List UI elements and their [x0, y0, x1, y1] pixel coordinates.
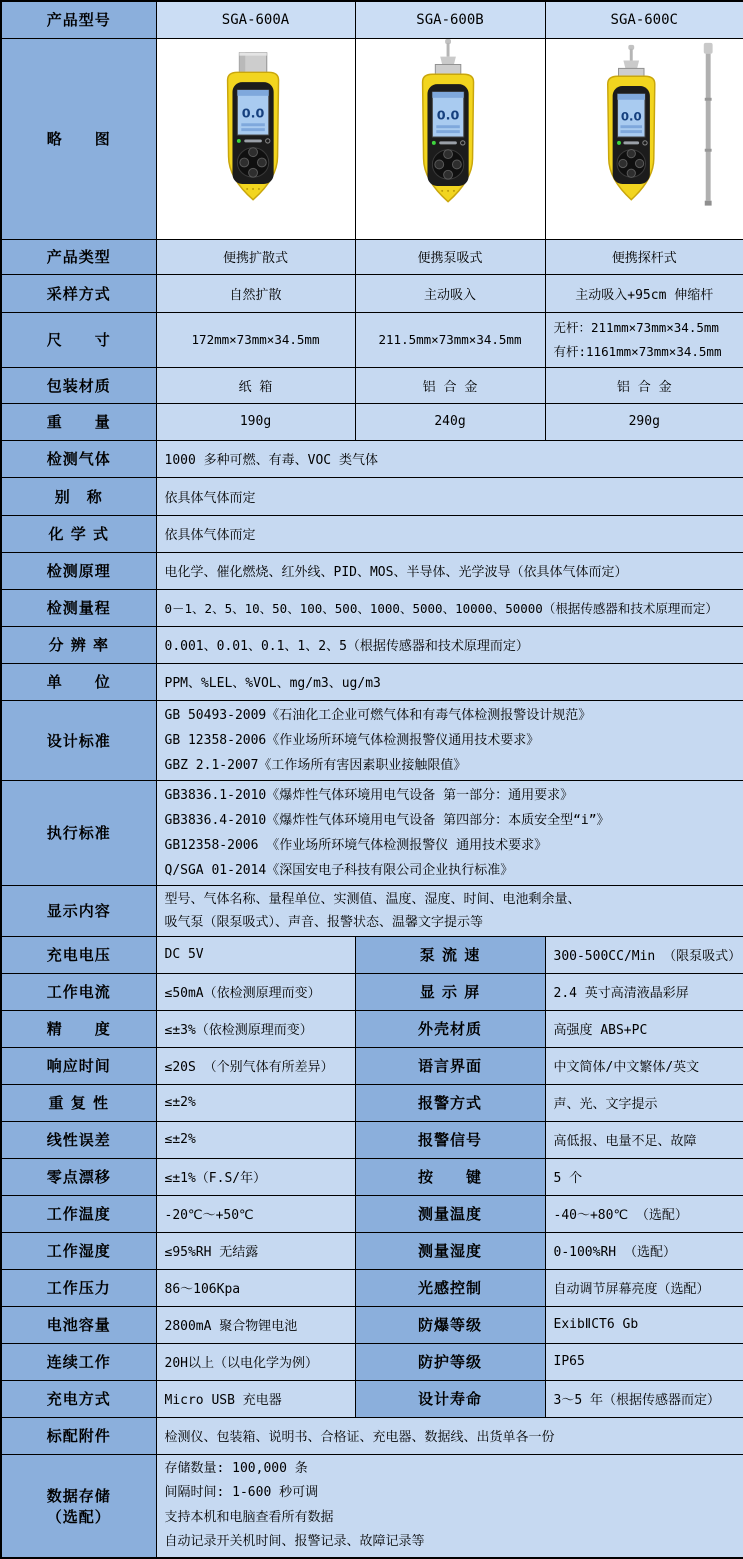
spec-label: 包装材质 — [1, 367, 156, 403]
device-diffusion-illustration — [161, 39, 351, 235]
spec-value: 纸 箱 — [156, 367, 355, 403]
spec-pair-row — [1, 1158, 743, 1195]
spec-label: 工作湿度 — [1, 1232, 156, 1269]
spec-row — [1, 239, 743, 274]
spec-value: 0-100%RH （选配） — [545, 1232, 743, 1269]
model-name-sga600b: SGA-600B — [355, 1, 545, 38]
spec-value: 型号、气体名称、量程单位、实测值、温度、湿度、时间、电池剩余量、 吸气泵（限泵吸式）、声音、报警状态、温馨文字提示等 — [156, 885, 743, 936]
spec-label: 语言界面 — [355, 1047, 545, 1084]
brand-bar — [624, 141, 640, 144]
spec-value: 2800mA 聚合物锂电池 — [156, 1306, 355, 1343]
spec-row — [1, 312, 743, 367]
spec-value: 铝 合 金 — [545, 367, 743, 403]
spec-pair-row — [1, 936, 743, 973]
spec-row — [1, 700, 743, 780]
spec-value: 存储数量: 100,000 条 间隔时间: 1-600 秒可调 支持本机和电脑查看所有数据 自动记录开关机时间、报警记录、故障记录等 — [156, 1454, 743, 1558]
spec-value: 0－1、2、5、10、50、100、500、1000、5000、10000、50000（根据传感器和技术原理而定） — [156, 589, 743, 626]
spec-label: 连续工作 — [1, 1343, 156, 1380]
spec-label: 检测量程 — [1, 589, 156, 626]
spec-value: 依具体气体而定 — [156, 515, 743, 552]
spec-label: 显 示 屏 — [355, 973, 545, 1010]
spec-label: 防护等级 — [355, 1343, 545, 1380]
label-sketch: 略 图 — [1, 38, 156, 239]
status-led — [617, 140, 621, 144]
spec-row — [1, 663, 743, 700]
spec-row — [1, 1417, 743, 1454]
spec-value: ≤20S （个别气体有所差异） — [156, 1047, 355, 1084]
spec-label: 泵 流 速 — [355, 936, 545, 973]
spec-value: 190g — [156, 403, 355, 440]
spec-label: 重 复 性 — [1, 1084, 156, 1121]
spec-value: 无杆：211mm×73mm×34.5mm 有杆:1161mm×73mm×34.5mm — [545, 312, 743, 367]
spec-value: 便携扩散式 — [156, 239, 355, 274]
spec-value: 便携泵吸式 — [355, 239, 545, 274]
spec-value: PPM、%LEL、%VOL、mg/m3、ug/m3 — [156, 663, 743, 700]
spec-value: 电化学、催化燃烧、红外线、PID、MOS、半导体、光学波导（依具体气体而定） — [156, 552, 743, 589]
device-probe-illustration — [549, 39, 739, 235]
spec-value: 86～106Kpa — [156, 1269, 355, 1306]
spec-value: 172mm×73mm×34.5mm — [156, 312, 355, 367]
spec-label: 设计标准 — [1, 700, 156, 780]
spec-label: 执行标准 — [1, 780, 156, 885]
spec-label: 响应时间 — [1, 1047, 156, 1084]
spec-value: ≤95%RH 无结露 — [156, 1232, 355, 1269]
spec-value: 211.5mm×73mm×34.5mm — [355, 312, 545, 367]
spec-row — [1, 552, 743, 589]
probe-rod — [630, 48, 633, 60]
spec-label-data-storage: 数据存储 （选配） — [1, 1454, 156, 1558]
spec-value: DC 5V — [156, 936, 355, 973]
spec-value: 2.4 英寸高清液晶彩屏 — [545, 973, 743, 1010]
spec-value: 中文简体/中文繁体/英文 — [545, 1047, 743, 1084]
spec-row — [1, 440, 743, 477]
brand-bar — [439, 141, 457, 144]
spec-value: ≤±2% — [156, 1084, 355, 1121]
spec-label: 测量温度 — [355, 1195, 545, 1232]
spec-pair-row — [1, 1269, 743, 1306]
screen-reading: 0.0 — [436, 107, 459, 123]
spec-label: 测量湿度 — [355, 1232, 545, 1269]
spec-label: 检测原理 — [1, 552, 156, 589]
spec-label: 报警信号 — [355, 1121, 545, 1158]
device-pump-illustration — [356, 39, 546, 235]
spec-label: 分 辨 率 — [1, 626, 156, 663]
spec-label: 采样方式 — [1, 274, 156, 312]
product-image-sga600b — [355, 38, 545, 239]
spec-value: ≤±1%（F.S/年） — [156, 1158, 355, 1195]
telescopic-rod — [706, 53, 711, 200]
label-product-model: 产品型号 — [1, 1, 156, 38]
spec-value: 主动吸入 — [355, 274, 545, 312]
screen-reading: 0.0 — [621, 108, 642, 123]
spec-value: 声、光、文字提示 — [545, 1084, 743, 1121]
spec-label: 单 位 — [1, 663, 156, 700]
spec-label: 尺 寸 — [1, 312, 156, 367]
brand-bar — [244, 139, 262, 142]
model-name-sga600a: SGA-600A — [156, 1, 355, 38]
spec-row — [1, 626, 743, 663]
spec-label: 显示内容 — [1, 885, 156, 936]
spec-value: 检测仪、包装箱、说明书、合格证、充电器、数据线、出货单各一份 — [156, 1417, 743, 1454]
spec-value: 自动调节屏幕亮度（选配） — [545, 1269, 743, 1306]
product-image-sga600c — [545, 38, 743, 239]
spec-row — [1, 274, 743, 312]
spec-value: -20℃～+50℃ — [156, 1195, 355, 1232]
spec-value: ExibⅡCT6 Gb — [545, 1306, 743, 1343]
telescopic-rod-tip — [704, 42, 713, 53]
spec-value: GB 50493-2009《石油化工企业可燃气体和有毒气体检测报警设计规范》 GB 12358-2006《作业场所环境气体检测报警仪通用技术要求》 GBZ 2.1-2007《工作场所有害因素职业接触限值》 — [156, 700, 743, 780]
spec-value: 5 个 — [545, 1158, 743, 1195]
spec-label: 检测气体 — [1, 440, 156, 477]
spec-label: 工作温度 — [1, 1195, 156, 1232]
spec-label: 工作压力 — [1, 1269, 156, 1306]
spec-pair-row — [1, 1343, 743, 1380]
product-image-sga600a — [156, 38, 355, 239]
status-led — [236, 138, 240, 142]
spec-value: 主动吸入+95cm 伸缩杆 — [545, 274, 743, 312]
spec-label: 按 键 — [355, 1158, 545, 1195]
spec-value: 0.001、0.01、0.1、1、2、5（根据传感器和技术原理而定） — [156, 626, 743, 663]
spec-row — [1, 885, 743, 936]
spec-pair-row — [1, 973, 743, 1010]
spec-pair-row — [1, 1047, 743, 1084]
spec-row — [1, 515, 743, 552]
spec-value: 300-500CC/Min （限泵吸式） — [545, 936, 743, 973]
spec-value: 290g — [545, 403, 743, 440]
spec-value: IP65 — [545, 1343, 743, 1380]
spec-value: 依具体气体而定 — [156, 477, 743, 515]
spec-value: 高强度 ABS+PC — [545, 1010, 743, 1047]
spec-value: GB3836.1-2010《爆炸性气体环境用电气设备 第一部分：通用要求》 GB3836.4-2010《爆炸性气体环境用电气设备 第四部分：本质安全型“i”》 GB12358-2006 《作业场所环境气体检测报警仪 通用技术要求》 Q/SGA 01-2014《深国安电子科技有限公司企业执行标准》 — [156, 780, 743, 885]
spec-row — [1, 403, 743, 440]
spec-row — [1, 367, 743, 403]
spec-label: 外壳材质 — [355, 1010, 545, 1047]
spec-pair-row — [1, 1232, 743, 1269]
spec-value: -40～+80℃ （选配） — [545, 1195, 743, 1232]
spec-pair-row — [1, 1195, 743, 1232]
spec-label: 设计寿命 — [355, 1380, 545, 1417]
spec-pair-row — [1, 1121, 743, 1158]
spec-pair-row — [1, 1084, 743, 1121]
spec-value: 便携探杆式 — [545, 239, 743, 274]
spec-label: 光感控制 — [355, 1269, 545, 1306]
spec-value: ≤50mA（依检测原理而变） — [156, 973, 355, 1010]
spec-row — [1, 589, 743, 626]
spec-label: 充电方式 — [1, 1380, 156, 1417]
spec-label: 电池容量 — [1, 1306, 156, 1343]
probe-collar — [624, 60, 640, 68]
status-led — [431, 140, 435, 144]
spec-label: 充电电压 — [1, 936, 156, 973]
model-name-sga600c: SGA-600C — [545, 1, 743, 38]
spec-label: 化 学 式 — [1, 515, 156, 552]
spec-label: 精 度 — [1, 1010, 156, 1047]
spec-label: 产品类型 — [1, 239, 156, 274]
spec-label: 标配附件 — [1, 1417, 156, 1454]
sketch-row — [1, 38, 743, 239]
spec-label: 重 量 — [1, 403, 156, 440]
spec-value: 20H以上（以电化学为例） — [156, 1343, 355, 1380]
spec-row — [1, 477, 743, 515]
spec-pair-row — [1, 1306, 743, 1343]
spec-row — [1, 780, 743, 885]
spec-value: 240g — [355, 403, 545, 440]
spec-pair-row — [1, 1380, 743, 1417]
spec-label: 防爆等级 — [355, 1306, 545, 1343]
spec-value: 3～5 年（根据传感器而定） — [545, 1380, 743, 1417]
spec-value: ≤±3%（依检测原理而变） — [156, 1010, 355, 1047]
spec-value: 铝 合 金 — [355, 367, 545, 403]
spec-label: 线性误差 — [1, 1121, 156, 1158]
spec-value: 自然扩散 — [156, 274, 355, 312]
screen-reading: 0.0 — [241, 105, 264, 121]
spec-value: Micro USB 充电器 — [156, 1380, 355, 1417]
spec-value: 1000 多种可燃、有毒、VOC 类气体 — [156, 440, 743, 477]
spec-label: 零点漂移 — [1, 1158, 156, 1195]
spec-label: 工作电流 — [1, 973, 156, 1010]
spec-label: 报警方式 — [355, 1084, 545, 1121]
spec-value: 高低报、电量不足、故障 — [545, 1121, 743, 1158]
header-row — [1, 1, 743, 38]
spec-value: ≤±2% — [156, 1121, 355, 1158]
probe-rod — [446, 42, 449, 56]
spec-label: 别 称 — [1, 477, 156, 515]
spec-pair-row — [1, 1010, 743, 1047]
probe-collar — [440, 56, 456, 64]
